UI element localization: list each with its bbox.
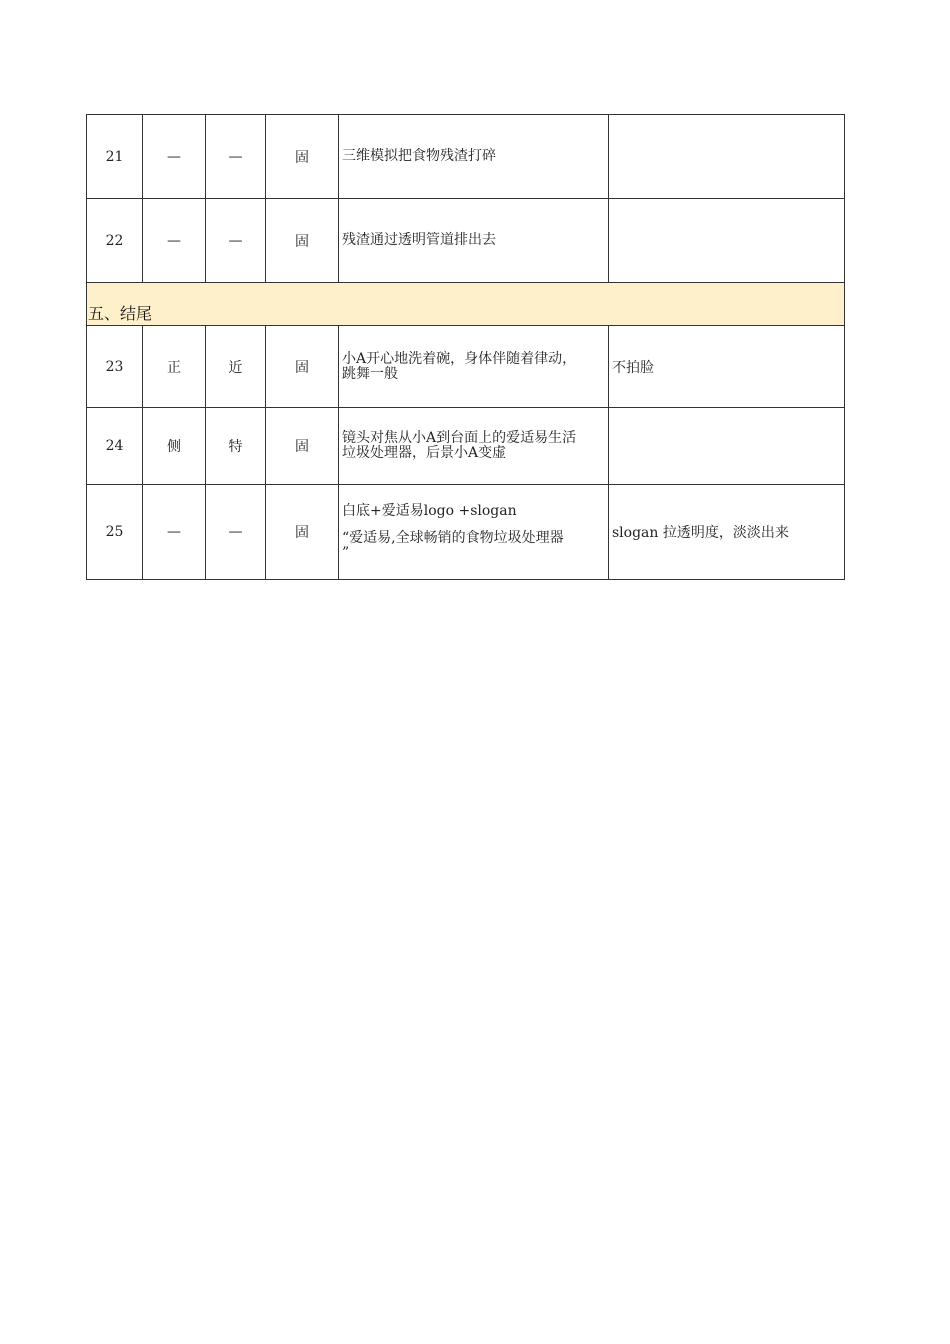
table-row bbox=[87, 115, 845, 199]
shot-note bbox=[609, 408, 845, 485]
camera-angle: 正 bbox=[143, 326, 206, 408]
shot-content bbox=[339, 326, 609, 408]
storyboard-table bbox=[86, 114, 845, 580]
content-line: “爱适易,全球畅销的食物垃圾处理器 bbox=[342, 529, 564, 546]
shot-content bbox=[339, 408, 609, 485]
camera-angle: — bbox=[143, 115, 206, 199]
camera-move: 固 bbox=[266, 408, 339, 485]
shot-note bbox=[609, 115, 845, 199]
shot-number: 21 bbox=[87, 115, 143, 199]
content-line: ” bbox=[342, 544, 350, 561]
shot-size: 近 bbox=[206, 326, 266, 408]
shot-number: 24 bbox=[87, 408, 143, 485]
shot-size: 特 bbox=[206, 408, 266, 485]
table-row bbox=[87, 199, 845, 283]
shot-note: slogan 拉透明度，淡淡出来 bbox=[609, 485, 845, 580]
shot-size: — bbox=[206, 115, 266, 199]
table-row bbox=[87, 326, 845, 408]
shot-size: — bbox=[206, 199, 266, 283]
camera-move: 固 bbox=[266, 485, 339, 580]
shot-content bbox=[339, 115, 609, 199]
line-gap bbox=[342, 519, 606, 531]
shot-number: 25 bbox=[87, 485, 143, 580]
content-line: 残渣通过透明管道排出去 bbox=[342, 232, 496, 248]
camera-angle: 侧 bbox=[143, 408, 206, 485]
content-line: 白底+爱适易logo +slogan bbox=[342, 502, 517, 519]
section-title: 五、结尾 bbox=[87, 283, 845, 326]
section-header-row bbox=[87, 283, 845, 326]
shot-content bbox=[339, 485, 609, 580]
content-line: 小A开心地洗着碗，身体伴随着律动， bbox=[342, 350, 577, 367]
shot-size: — bbox=[206, 485, 266, 580]
camera-angle: — bbox=[143, 485, 206, 580]
content-line: 三维模拟把食物残渣打碎 bbox=[342, 148, 496, 164]
camera-move: 固 bbox=[266, 199, 339, 283]
table-row bbox=[87, 408, 845, 485]
content-line: 跳舞一般 bbox=[342, 365, 398, 382]
shot-number: 22 bbox=[87, 199, 143, 283]
camera-move: 固 bbox=[266, 115, 339, 199]
shot-number: 23 bbox=[87, 326, 143, 408]
camera-angle: — bbox=[143, 199, 206, 283]
table-row bbox=[87, 485, 845, 580]
content-line: 垃圾处理器，后景小A变虚 bbox=[342, 445, 507, 461]
content-line: 镜头对焦从小A到台面上的爱适易生活 bbox=[342, 430, 577, 446]
shot-content bbox=[339, 199, 609, 283]
shot-note bbox=[609, 199, 845, 283]
shot-note: 不拍脸 bbox=[609, 326, 845, 408]
camera-move: 固 bbox=[266, 326, 339, 408]
